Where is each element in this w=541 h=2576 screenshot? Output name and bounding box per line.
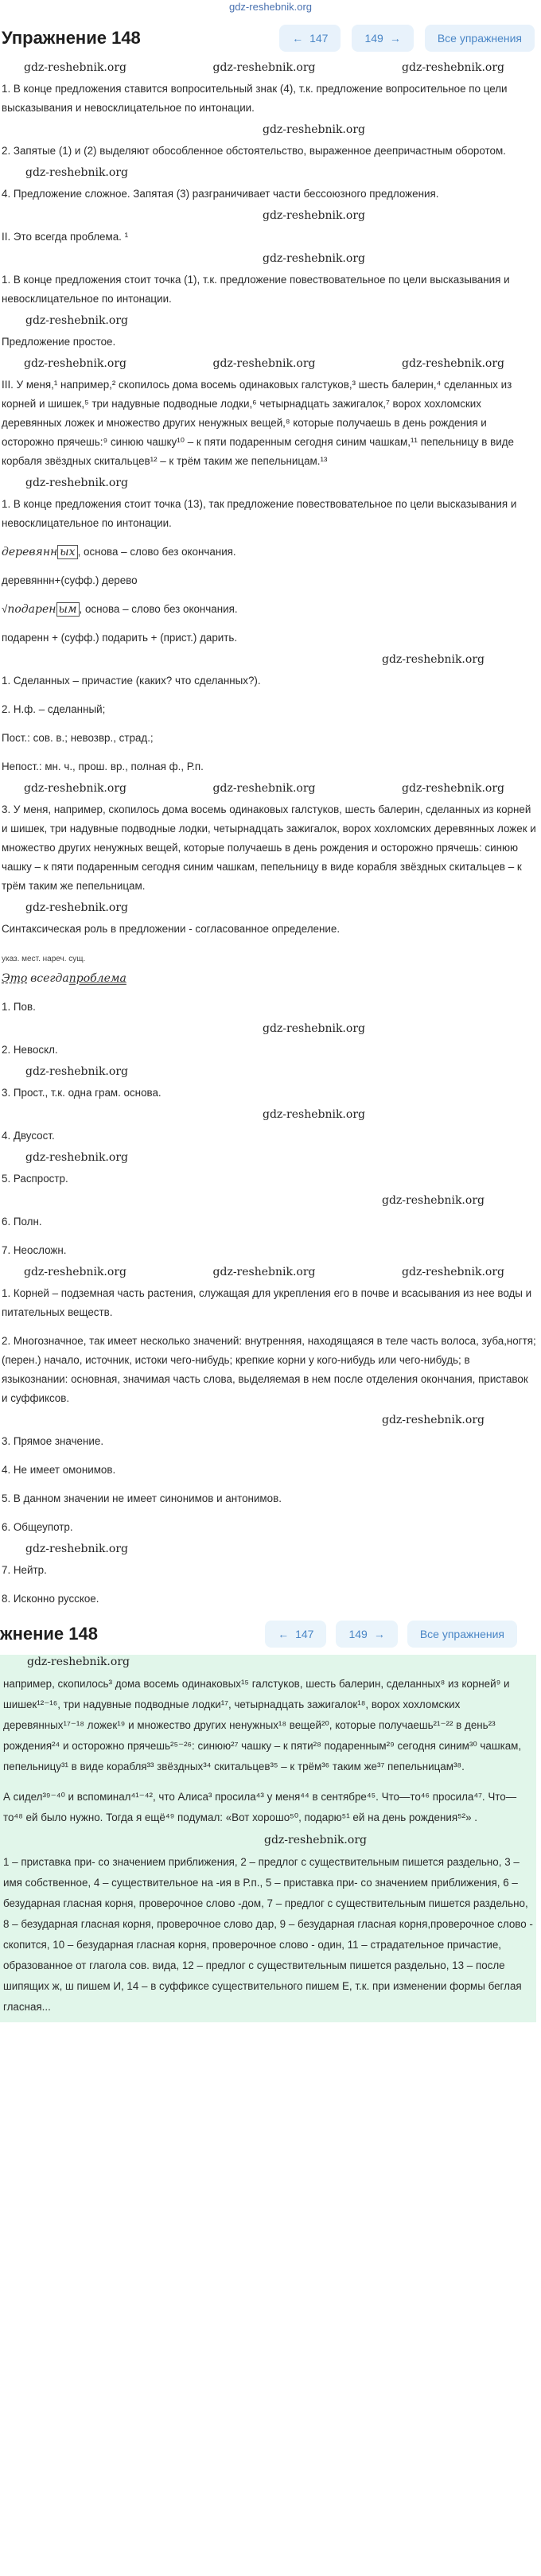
answer-paragraph: 1. В конце предложения стоит точка (1), т.к. предложение повествовательное по цели высказывания и невосклицательное по интонации. xyxy=(2,274,510,305)
word-root: деревянн xyxy=(2,546,58,558)
exercise-nav xyxy=(279,25,535,52)
exercise-nav-2 xyxy=(265,1621,517,1648)
spelling-notes: 1 – приставка при- со значением приближения, 2 – предлог с существительным пишется раздельно, 3 – имя собственное, 4 – существительное на -ия в Р.п., 5 – приставка при- со значением приближения, 6 – безударная гласная корня, проверочное слово -дом, 7 – предлог с существительным пишется раздельно, 8 – безударная гласная корня, проверочное слово дар, 9 – безударная гласная корня,проверочное слово - скопится, 10 – безударная гласная корня, проверочное слово - один, 11 – страдательное причастие, образованное от глагола сов. вида, 12 – предлог с существительным пишется раздельно, 13 – после шипящих ж, ш пишем И, 14 – в суффиксе существительного пишем Е, т.к. при изменении формы беглая гласная... xyxy=(3,1856,533,2013)
watermark: gdz-reshebnik.org xyxy=(24,357,126,370)
watermark: gdz-reshebnik.org xyxy=(25,1543,128,1555)
watermark: gdz-reshebnik.org xyxy=(263,1108,365,1121)
next-label: 149 xyxy=(364,32,383,45)
answer-paragraph: Пост.: сов. в.; невозвр., страд.; xyxy=(2,732,154,744)
lexical-analysis: 7. Нейтр. xyxy=(2,1564,47,1576)
watermark: gdz-reshebnik.org xyxy=(24,61,126,74)
morph-formula: деревяннн+(суфф.) дерево xyxy=(2,574,138,586)
morph-note: , основа – слово без окончания. xyxy=(77,546,236,558)
all-label: Все упражнения xyxy=(419,1628,504,1640)
all-exercises-button[interactable] xyxy=(407,1621,517,1648)
morphemic-analysis-2 xyxy=(0,595,536,624)
watermark: gdz-reshebnik.org xyxy=(263,252,365,265)
lexical-analysis: 2. Многозначное, так имеет несколько значений: внутренняя, находящаяся в теле часть волоса, зуба,ногтя; (перен.) начало, источник, истоки чего-нибудь; крепкие корни у кого-нибудь или чего-нибудь; в языкознании: основная, значимая часть слова, выделяемая в нем после отделения окончания, приставок и суффиксов. xyxy=(2,1335,536,1404)
answer-paragraph: 1. Пов. xyxy=(2,1001,36,1013)
spelling-text: например, скопилось³ дома восемь одинаковых¹⁵ галстуков, шесть балерин, сделанных⁸ из корней⁹ и шишек¹²⁻¹⁶, три надувные подводные лодки¹⁷, четырнадцать зажигалок¹⁸, ворох хохломских деревянных¹⁷⁻¹⁸ ложек¹⁹ и множество других ненужных¹⁸ вещей²⁰, которые получаешь²¹⁻²² в день²³ рождения²⁴ и осторожно прячешь²⁵⁻²⁶: синюю²⁷ чашку – к пяти²⁸ подаренным²⁹ сегодня синим³⁰ чашкам, пепельницу³¹ в виде корабля³³ звёздных³⁴ скитальцев³⁵ – к трём³⁶ таким же³⁷ пепельницам³⁸. xyxy=(3,1678,522,1772)
prev-exercise-button[interactable] xyxy=(265,1621,326,1648)
answer-paragraph: Непост.: мн. ч., прош. вр., полная ф., Р.п. xyxy=(2,761,204,772)
morph-formula: подаренн + (суфф.) подарить + (прист.) дарить. xyxy=(2,632,238,644)
answer-paragraph: 4. Двусост. xyxy=(2,1130,55,1142)
prev-exercise-button[interactable] xyxy=(279,25,341,52)
arrow-left-icon: ← xyxy=(292,32,304,45)
watermark: gdz-reshebnik.org xyxy=(264,1834,367,1846)
morph-note: , основа – слово без окончания. xyxy=(79,603,238,615)
watermark: gdz-reshebnik.org xyxy=(24,782,126,795)
answer-paragraph: Предложение простое. xyxy=(2,336,116,348)
answer-paragraph: 3. Прост., т.к. одна грам. основа. xyxy=(2,1087,162,1099)
arrow-right-icon: → xyxy=(373,1628,385,1640)
sentence-analysis: 3. У меня, например, скопилось дома восемь одинаковых галстуков, шесть балерин, сделанных из корней и шишек, три надувные подводные лодки, четырнадцать зажигалок, ворох хохломских деревянных ложек и множество других ненужных вещей, которые получаешь в день рождения и осторожно прячешь: синюю чашку – к пяти подаренным сегодня синим чашкам, пепельницу в виде корабля звёздных скитальцев – к трём таким же пепельницам. xyxy=(2,804,536,892)
exercise-header xyxy=(0,16,541,60)
watermark: gdz-reshebnik.org xyxy=(212,61,316,74)
lexical-analysis: 6. Общеупотр. xyxy=(2,1521,73,1533)
arrow-left-icon: ← xyxy=(278,1628,290,1640)
answer-paragraph: 2. Невоскл. xyxy=(2,1044,58,1056)
watermark: gdz-reshebnik.org xyxy=(402,782,504,795)
watermark-row xyxy=(0,60,536,75)
word-ending: ых xyxy=(57,545,77,559)
watermark: gdz-reshebnik.org xyxy=(263,1022,365,1035)
morphemic-analysis-1 xyxy=(0,538,536,566)
scheme-word: проблема xyxy=(68,972,126,985)
arrow-right-icon: → xyxy=(389,32,401,45)
watermark: gdz-reshebnik.org xyxy=(382,1194,485,1207)
lexical-analysis: 1. Корней – подземная часть растения, служащая для укрепления его в почве и всасывания из нее воды и питательных веществ. xyxy=(2,1287,532,1318)
lexical-analysis: 5. В данном значении не имеет синонимов и антонимов. xyxy=(2,1492,282,1504)
watermark: gdz-reshebnik.org xyxy=(25,477,128,489)
prev-label: 147 xyxy=(309,32,329,45)
solution-text xyxy=(0,60,541,1613)
answer-paragraph: Синтаксическая роль в предложении - согласованное определение. xyxy=(2,923,341,935)
watermark: gdz-reshebnik.org xyxy=(263,209,365,222)
answer-paragraph: 1. Сделанных – причастие (каких? что сделанных?). xyxy=(2,675,261,687)
watermark: gdz-reshebnik.org xyxy=(382,653,485,666)
watermark: gdz-reshebnik.org xyxy=(25,1151,128,1164)
watermark: gdz-reshebnik.org xyxy=(402,61,504,74)
root-sign-icon: √ xyxy=(2,603,8,615)
page-title: Упражнение 148 xyxy=(2,28,141,48)
lexical-analysis: 8. Исконно русское. xyxy=(2,1593,99,1605)
answer-paragraph: 5. Распростр. xyxy=(2,1173,68,1185)
syntax-scheme xyxy=(0,944,536,993)
watermark: gdz-reshebnik.org xyxy=(263,123,365,136)
all-label: Все упражнения xyxy=(437,32,522,45)
answer-paragraph: 4. Предложение сложное. Запятая (3) разграничивает части бессоюзного предложения. xyxy=(2,188,439,200)
all-exercises-button[interactable] xyxy=(425,25,535,52)
lexical-analysis: 4. Не имеет омонимов. xyxy=(2,1464,116,1476)
watermark: gdz-reshebnik.org xyxy=(212,782,316,795)
watermark: gdz-reshebnik.org xyxy=(24,1266,126,1278)
page-title-2: жнение 148 xyxy=(0,1624,98,1644)
exercise-header-2 xyxy=(0,1613,541,1655)
watermark-row xyxy=(0,1265,536,1279)
watermark: gdz-reshebnik.org xyxy=(382,1414,485,1426)
word-ending: ым xyxy=(56,602,80,617)
watermark: gdz-reshebnik.org xyxy=(212,1266,316,1278)
watermark-row xyxy=(0,781,536,796)
spelling-analysis-block xyxy=(0,1655,536,2022)
answer-paragraph: 6. Полн. xyxy=(2,1216,42,1228)
watermark: gdz-reshebnik.org xyxy=(25,314,128,327)
watermark: gdz-reshebnik.org xyxy=(402,1266,504,1278)
answer-paragraph: 2. Н.ф. – сделанный; xyxy=(2,703,106,715)
watermark: gdz-reshebnik.org xyxy=(212,357,316,370)
next-exercise-button[interactable] xyxy=(352,25,413,52)
lexical-analysis: 3. Прямое значение. xyxy=(2,1435,104,1447)
prev-label: 147 xyxy=(295,1628,314,1640)
next-exercise-button[interactable] xyxy=(336,1621,397,1648)
word-root: подарен xyxy=(7,603,56,616)
watermark: gdz-reshebnik.org xyxy=(27,1656,130,1668)
site-link[interactable]: gdz-reshebnik.org xyxy=(228,1,313,13)
answer-paragraph: 7. Неосложн. xyxy=(2,1244,67,1256)
watermark: gdz-reshebnik.org xyxy=(25,166,128,179)
watermark: gdz-reshebnik.org xyxy=(402,357,504,370)
scheme-word: всегда xyxy=(30,972,69,985)
next-label: 149 xyxy=(348,1628,368,1640)
answer-paragraph: II. Это всегда проблема. ¹ xyxy=(2,231,129,243)
answer-paragraph: 1. В конце предложения ставится вопросительный знак (4), т.к. предложение вопросительное по цели высказывания и невосклицательное по интонации. xyxy=(2,83,508,114)
spelling-text: А сидел³⁹⁻⁴⁰ и вспоминал⁴¹⁻⁴², что Алиса³ просила⁴³ у меня⁴⁴ в сентябре⁴⁵. Что—то⁴⁶ просила⁴⁷. Что—то⁴⁸ ей было нужно. Тогда я ещё⁴⁹ подумал: «Вот хорошо⁵⁰, подарю⁵¹ ей на день рождения⁵²» . xyxy=(3,1791,517,1823)
part-of-speech-labels: указ. мест. нареч. сущ. xyxy=(2,955,86,963)
sentence-analysis: III. У меня,¹ например,² скопилось дома восемь одинаковых галстуков,³ шесть балерин,⁴ сделанных из корней и шишек,⁵ три надувные подводные лодки,⁶ четырнадцать зажигалок,⁷ ворох хохломских деревянных ложек и множество других ненужных вещей,⁸ которые получаешь в день рождения и осторожно прячешь:⁹ синюю чашку¹⁰ – к пяти подаренным сегодня синим чашкам,¹¹ пепельницу в виде корбаля звёздных скитальцев¹² – к трём таким же пепельницам.¹³ xyxy=(2,379,514,467)
scheme-word: Это xyxy=(2,972,28,985)
answer-paragraph: 2. Запятые (1) и (2) выделяют обособленное обстоятельство, выраженное деепричастным оборотом. xyxy=(2,145,506,157)
answer-paragraph: 1. В конце предложения стоит точка (13), так предложение повествовательное по цели высказывания и невосклицательное по интонации. xyxy=(2,498,517,529)
watermark: gdz-reshebnik.org xyxy=(25,1065,128,1078)
watermark-row xyxy=(0,356,536,371)
watermark: gdz-reshebnik.org xyxy=(25,901,128,914)
